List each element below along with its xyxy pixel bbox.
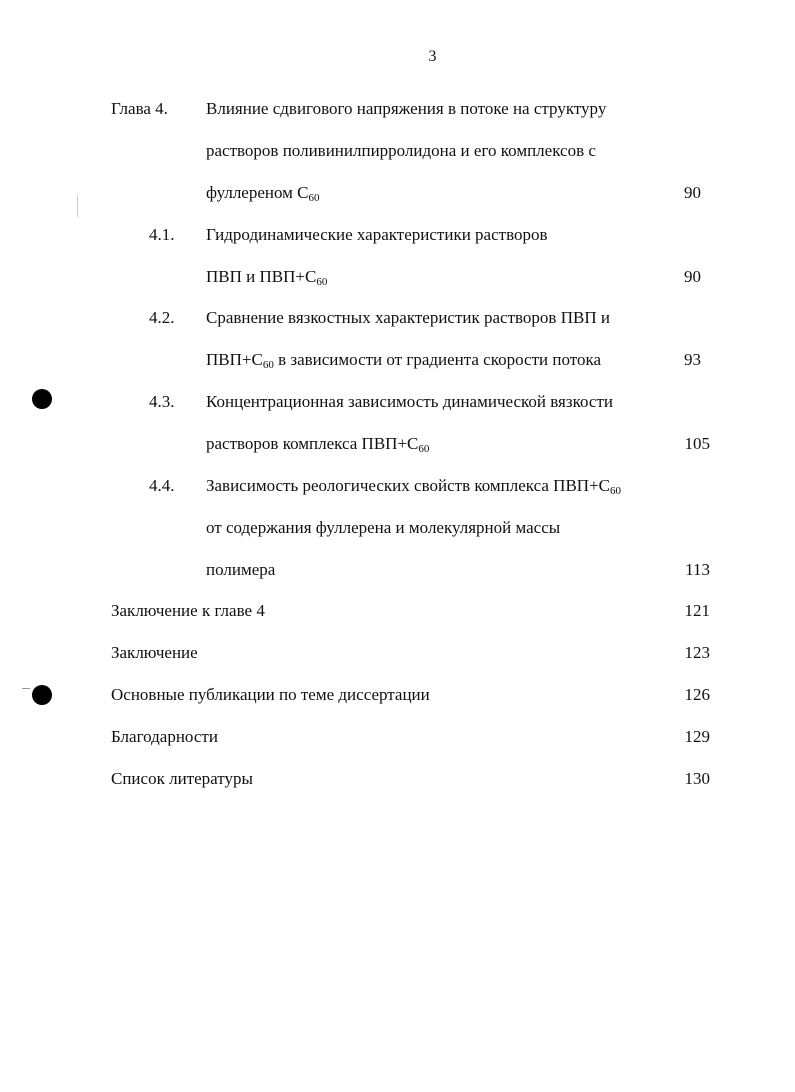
section-title-line: ПВП и $ПВП+C_{60}$ <box>206 267 328 288</box>
section-title-line: Гидродинамические характеристики растворов <box>206 225 548 244</box>
section-title-line: полимера <box>206 560 276 579</box>
punch-hole-top <box>32 389 52 409</box>
section-title-line: от содержания фуллерена и молекулярной массы <box>206 518 561 537</box>
section-number: 4.4. <box>149 476 175 495</box>
section-number: 4.1. <box>149 225 175 244</box>
section-page: 113 <box>685 560 710 579</box>
scan-speck <box>22 688 30 689</box>
entry-page: 129 <box>684 727 710 746</box>
section-number: 4.2. <box>149 308 175 327</box>
punch-hole-bottom <box>32 685 52 705</box>
chapter-title-line: Влияние сдвигового напряжения в потоке на структуру <box>206 99 607 118</box>
entry-page: 126 <box>684 685 710 704</box>
scan-speck <box>77 195 78 217</box>
chapter-title-line: растворов поливинилпирролидона и его комплексов с <box>206 141 596 160</box>
entry-title: Благодарности <box>111 727 218 746</box>
section-page: 90 <box>684 267 701 286</box>
section-number: 4.3. <box>149 392 175 411</box>
chapter-label: Глава 4. <box>111 99 168 118</box>
entry-title: Основные публикации по теме диссертации <box>111 685 430 704</box>
entry-title: Заключение <box>111 643 198 662</box>
section-title-line: $ПВП+C_{60}$ в зависимости от градиента скорости потока <box>206 350 601 371</box>
entry-page: 123 <box>684 643 710 662</box>
section-page: 105 <box>684 434 710 453</box>
entry-title: Список литературы <box>111 769 253 788</box>
section-page: 93 <box>684 350 701 369</box>
section-title-line: растворов комплекса $ПВП+C_{60}$ <box>206 434 430 455</box>
chapter-page: 90 <box>684 183 701 202</box>
chapter-title-line: фуллереном $C_{60}$ <box>206 183 320 204</box>
section-title-line: Зависимость реологических свойств комплекса $ПВП+C_{60}$ <box>206 476 621 497</box>
entry-page: 121 <box>684 601 710 620</box>
section-title-line: Концентрационная зависимость динамической вязкости <box>206 392 613 411</box>
entry-title: Заключение к главе 4 <box>111 601 265 620</box>
section-title-line: Сравнение вязкостных характеристик растворов ПВП и <box>206 308 610 327</box>
page-number: 3 <box>428 48 437 65</box>
entry-page: 130 <box>684 769 710 788</box>
